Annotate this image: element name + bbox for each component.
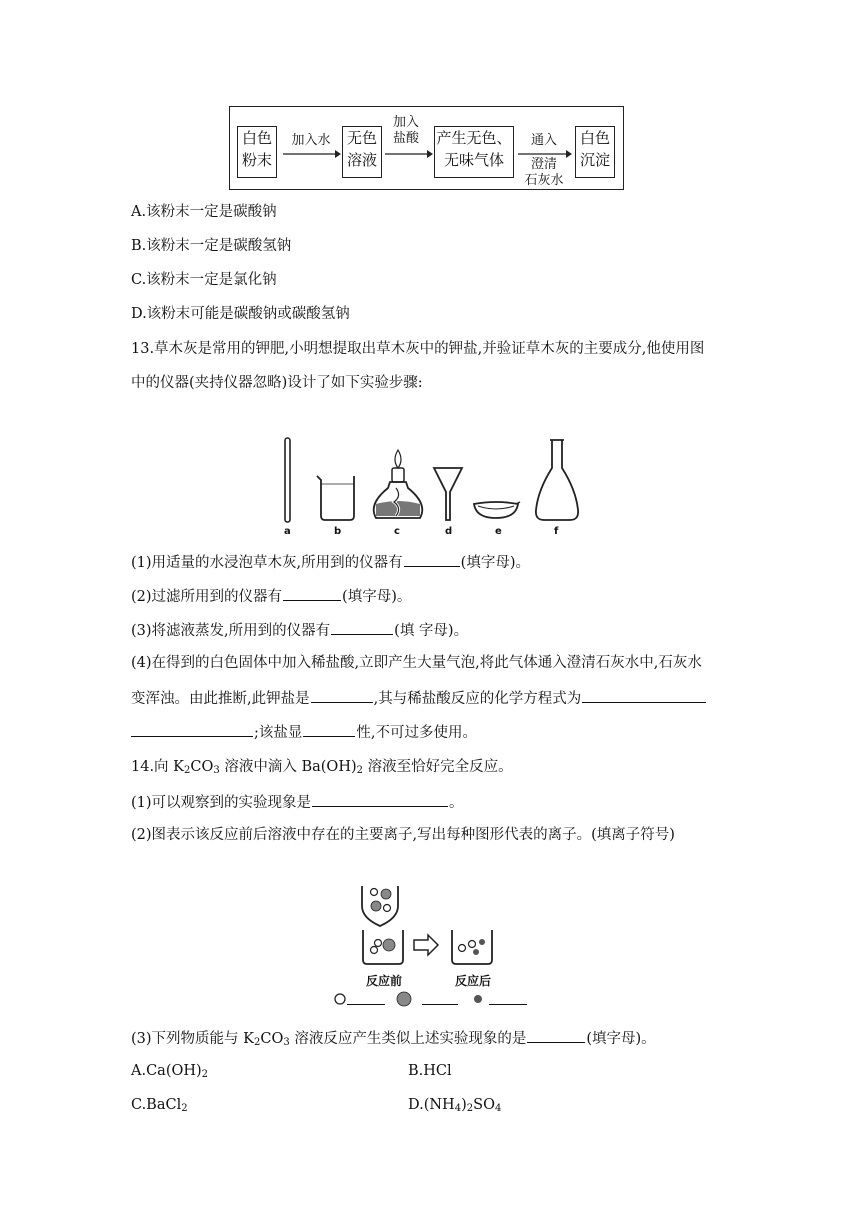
- label-d: d: [445, 526, 453, 537]
- q13-part2: (2)过滤所用到的仪器有 (填字母)。: [131, 585, 411, 607]
- alcohol-lamp-icon: [374, 450, 423, 518]
- q14-option-d: $D.(NH_4)_2SO_4$: [408, 1097, 502, 1114]
- q13-part4-line3: ;该盐显 性,不可过多使用。: [131, 721, 477, 743]
- answer-blank-q13-4d[interactable]: [303, 721, 355, 737]
- q13-part1: (1)用适量的水浸泡草木灰,所用到的仪器有 (填字母)。: [131, 551, 530, 573]
- q14-option-a: $A.Ca(OH)_2$: [131, 1063, 209, 1080]
- white-circle-ion-icon: [335, 994, 345, 1004]
- answer-blank-ion-dark[interactable]: [489, 1004, 527, 1005]
- flow-arrow1: [283, 149, 341, 159]
- q12-option-a: A.该粉末一定是碳酸钠: [131, 204, 277, 220]
- answer-blank-q13-1[interactable]: [404, 551, 460, 567]
- dark-dot-ion-icon: [474, 995, 482, 1003]
- apparatus-figure: [270, 430, 600, 542]
- answer-blank-q13-3[interactable]: [331, 619, 393, 635]
- flow-arrow1-label: 加入水: [291, 133, 331, 148]
- answer-blank-q14-1[interactable]: [312, 791, 448, 807]
- flow-arrow2: [385, 149, 433, 159]
- q14-option-c: C.BaCl$_2$: [131, 1097, 188, 1114]
- flow-arrow3-label-bottom: 澄清 石灰水: [524, 157, 564, 188]
- q14-part1: (1)可以观察到的实验现象是 。: [131, 791, 464, 813]
- q14-part3: (3)下列物质能与 $K_2CO_3$ 溶液反应产生类似上述实验现象的是 (填字母)。: [131, 1027, 656, 1049]
- beaker-before-icon: [363, 930, 403, 964]
- flow-box-colorless-solution: 无色 溶液: [342, 126, 382, 178]
- q14-part2: (2)图表示该反应前后溶液中存在的主要离子,写出每种图形代表的离子。(填离子符号): [131, 827, 675, 843]
- label-a: a: [284, 526, 291, 537]
- conical-flask-icon: [536, 440, 578, 520]
- flow-arrow3-label-top: 通入: [530, 133, 557, 148]
- answer-blank-q13-2[interactable]: [283, 585, 341, 601]
- evaporating-dish-icon: [474, 502, 520, 518]
- q13-part3: (3)将滤液蒸发,所用到的仪器有 (填 字母)。: [131, 619, 468, 641]
- q12-option-c: C.该粉末一定是氯化钠: [131, 272, 277, 288]
- flow-box-gas: 产生无色、 无味气体: [434, 126, 514, 178]
- label-c: c: [394, 526, 400, 537]
- flow-box-white-precipitate: 白色 沉淀: [575, 126, 615, 178]
- q13-stem-line1: 13.草木灰是常用的钾肥,小明想提取出草木灰中的钾盐,并验证草木灰的主要成分,他使用图: [131, 341, 705, 357]
- label-f: f: [554, 526, 559, 537]
- flow-diagram: [229, 106, 624, 190]
- answer-blank-ion-gray[interactable]: [422, 1004, 458, 1005]
- glass-rod-icon: [285, 438, 290, 522]
- q14-stem: 14.向 $K_2CO_3$ 溶液中滴入 $Ba(OH)_2$ 溶液至恰好完全反应。: [131, 759, 513, 776]
- reaction-arrow-icon: [414, 935, 438, 955]
- answer-blank-ion-white[interactable]: [347, 1004, 385, 1005]
- answer-blank-q14-3[interactable]: [527, 1027, 585, 1043]
- flow-arrow2-label: 加入 盐酸: [392, 115, 419, 146]
- label-b: b: [334, 526, 342, 537]
- answer-blank-q13-4c[interactable]: [131, 721, 253, 737]
- flow-box-white-powder: 白色 粉末: [237, 126, 277, 178]
- ion-reaction-figure: [330, 882, 530, 1004]
- q14-option-b: B.HCl: [408, 1063, 452, 1079]
- q12-option-d: D.该粉末可能是碳酸钠或碳酸氢钠: [131, 306, 350, 322]
- beaker-after-icon: [452, 930, 492, 964]
- answer-blank-q13-4b[interactable]: [582, 687, 706, 703]
- label-after-reaction: 反应后: [455, 974, 492, 988]
- funnel-icon: [434, 468, 462, 520]
- ion-legend: [328, 990, 528, 1012]
- label-before-reaction: 反应前: [366, 974, 403, 988]
- q12-option-b: B.该粉末一定是碳酸氢钠: [131, 238, 292, 254]
- answer-blank-q13-4a[interactable]: [311, 687, 373, 703]
- q13-stem-line2: 中的仪器(夹持仪器忽略)设计了如下实验步骤:: [131, 375, 423, 391]
- label-e: e: [495, 526, 502, 537]
- q13-part4-line2: 变浑浊。由此推断,此钾盐是 ,其与稀盐酸反应的化学方程式为: [131, 687, 707, 709]
- dropper-icon: [362, 886, 398, 926]
- q13-part4-line1: (4)在得到的白色固体中加入稀盐酸,立即产生大量气泡,将此气体通入澄清石灰水中,石灰水: [131, 655, 702, 671]
- gray-circle-ion-icon: [397, 992, 411, 1006]
- beaker-icon: [317, 476, 354, 520]
